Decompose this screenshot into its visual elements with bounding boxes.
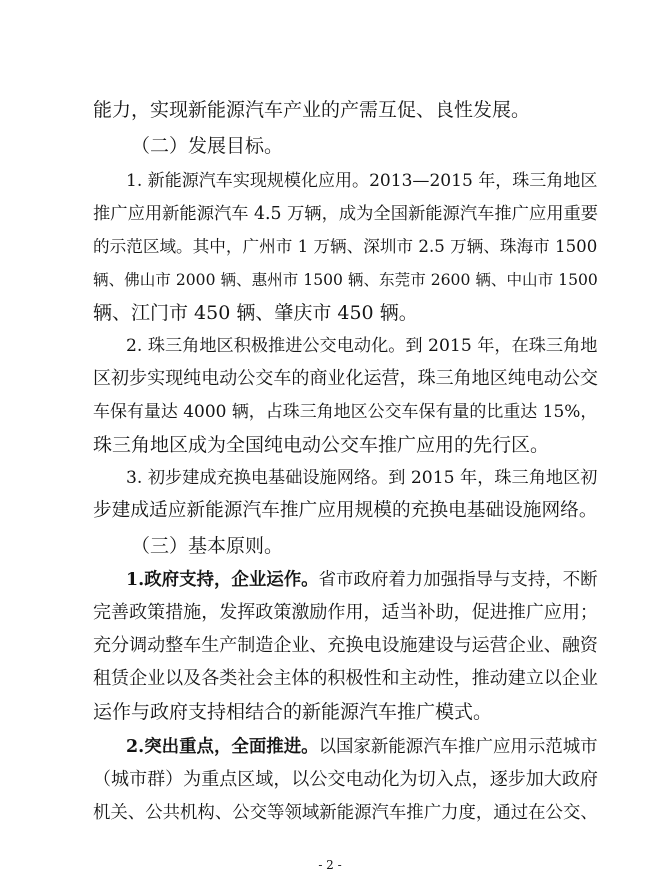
text-line-4: 推广应用新能源汽车 4.5 万辆，成为全国新能源汽车推广应用重要 [93,204,599,224]
text-line-13: 步建成适应新能源汽车推广应用规模的充换电基础设施网络。 [93,500,598,521]
section-heading-principles: （三）基本原则。 [131,535,284,557]
text-line-18: 租赁企业以及各类社会主体的积极性和主动性，推动建立以企业 [93,668,598,689]
principle-1-heading: 1.政府支持，企业运作。 [126,570,319,590]
text-line-16: 完善政策措施，发挥政策激励作用，适当补助，促进推广应用； [93,602,598,623]
page-number: - 2 - [318,858,342,872]
text-line-15 [126,568,598,592]
text-line-8: 2. 珠三角地区积极推进公交电动化。到 2015 年，在珠三角地 [126,336,598,356]
principle-2-heading: 2.突出重点，全面推进。 [126,737,319,757]
text-line-22: 机关、公共机构、公交等领域新能源汽车推广力度，通过在公交、 [93,803,598,823]
text-line-9: 区初步实现纯电动公交车的商业化运营，珠三角地区纯电动公交 [93,368,598,389]
principle-1-text: 省市政府着力加强指导与支持，不断 [318,570,598,590]
text-line-6: 辆、佛山市 2000 辆、惠州市 1500 辆、东莞市 2600 辆、中山市 1500 [93,271,598,289]
text-line-12: 3. 初步建成充换电基础设施网络。到 2015 年，珠三角地区初 [126,468,598,488]
text-line-1: 能力，实现新能源汽车产业的产需互促、良性发展。 [93,99,531,121]
principle-2-text: 以国家新能源汽车推广应用示范城市 [318,737,598,757]
text-line-11: 珠三角地区成为全国纯电动公交车推广应用的先行区。 [93,434,550,456]
text-line-20 [126,735,598,759]
text-line-7: 辆、江门市 450 辆、肇庆市 450 辆。 [93,302,418,324]
text-line-21: （城市群）为重点区域，以公交电动化为切入点，逐步加大政府 [93,769,598,790]
text-line-3: 1. 新能源汽车实现规模化应用。2013—2015 年，珠三角地区 [126,171,598,191]
text-line-17: 充分调动整车生产制造企业、充换电设施建设与运营企业、融资 [93,635,598,656]
section-heading-goals: （二）发展目标。 [131,135,284,157]
text-line-10: 车保有量达 4000 辆，占珠三角地区公交车保有量的比重达 15%， [93,402,598,422]
text-line-19: 运作与政府支持相结合的新能源汽车推广模式。 [93,701,493,723]
text-line-5: 的示范区域。其中，广州市 1 万辆、深圳市 2.5 万辆、珠海市 1500 [93,237,598,256]
